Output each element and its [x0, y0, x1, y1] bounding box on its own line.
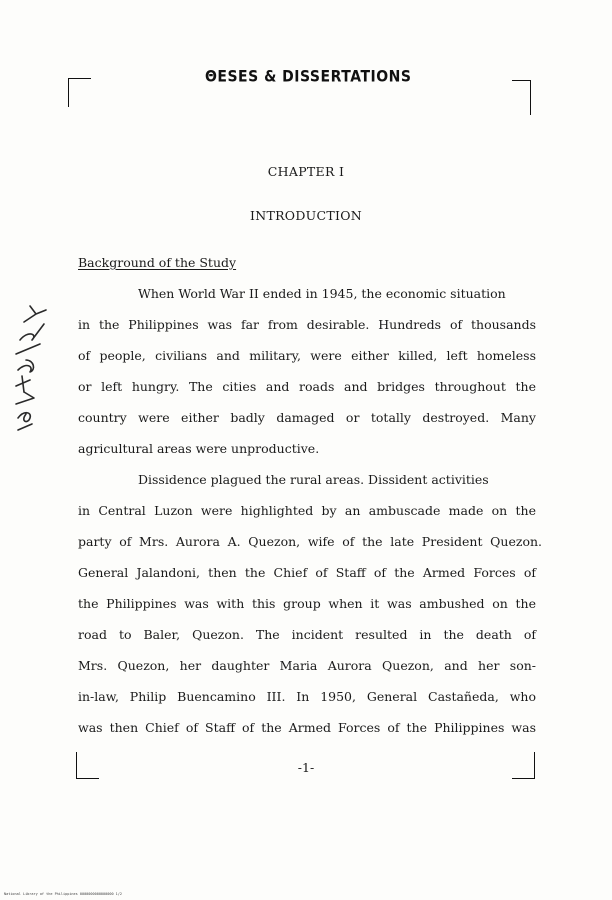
body-line: in-law, Philip Buencamino III. In 1950, General Castañeda, who [78, 689, 536, 704]
body-line: agricultural areas were unproductive. [78, 441, 320, 456]
body-line: country were either badly damaged or totally destroyed. Many [78, 410, 536, 425]
page-number: -1- [297, 760, 315, 775]
chapter-number: CHAPTER I [267, 164, 345, 179]
library-footer: National Library of the Philippines 0000000000000000 1/2 [4, 892, 123, 896]
body-line: road to Baler, Quezon. The incident resulted in the death of [78, 627, 536, 642]
body-line: Mrs. Quezon, her daughter Maria Aurora Quezon, and her son- [78, 658, 536, 673]
theses-dissertations-stamp: ΘESES & DISSERTATIONS [205, 67, 412, 87]
handwriting-stroke [16, 376, 30, 392]
body-line: General Jalandoni, then the Chief of Staff of the Armed Forces of [78, 565, 536, 580]
corner-mark-top-left [68, 78, 91, 107]
handwriting-stroke [20, 324, 44, 340]
handwriting-stroke [24, 306, 46, 322]
body-line: or left hungry. The cities and roads and bridges throughout the [78, 379, 536, 394]
handwriting-stroke [18, 360, 33, 372]
body-line: party of Mrs. Aurora A. Quezon, wife of the late President Quezon. [78, 534, 542, 549]
chapter-title: INTRODUCTION [249, 208, 363, 223]
body-line: When World War II ended in 1945, the economic situation [138, 286, 506, 301]
body-line: was then Chief of Staff of the Armed Forces of the Philippines was [78, 720, 536, 735]
handwriting-stroke [18, 424, 32, 430]
section-heading: Background of the Study [78, 255, 237, 270]
body-line: the Philippines was with this group when it was ambushed on the [78, 596, 536, 611]
corner-mark-top-right [512, 80, 531, 115]
body-line: in Central Luzon were highlighted by an ambuscade made on the [78, 503, 536, 518]
handwriting-stroke [16, 344, 40, 354]
handwriting-stroke [18, 413, 30, 422]
body-line: in the Philippines was far from desirable. Hundreds of thousands [78, 317, 536, 332]
body-line: Dissidence plagued the rural areas. Dissident activities [138, 472, 489, 487]
body-line: of people, civilians and military, were either killed, left homeless [78, 348, 536, 363]
handwriting-stroke [16, 392, 34, 404]
handwritten-accession-number [10, 300, 70, 440]
